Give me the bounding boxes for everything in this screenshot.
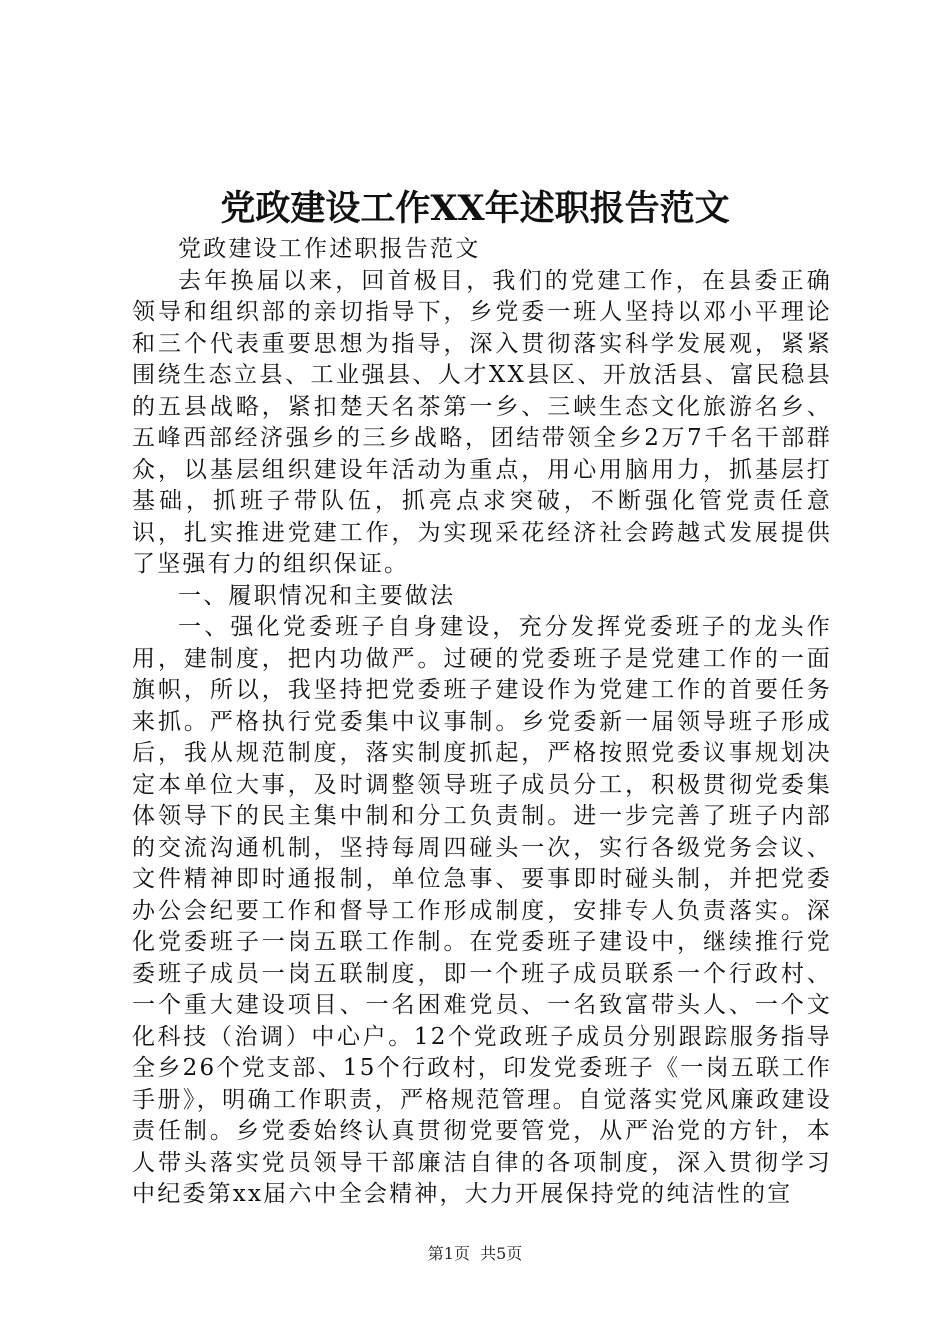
section-heading: 一、履职情况和主要做法 — [178, 582, 456, 609]
section-paragraph: 一、强化党委班子自身建设，充分发挥党委班子的龙头作用，建制度，把内功做严。过硬的党委班子是党建工作的一面旗帜，所以，我坚持把党委班子建设作为党建工作的首要任务来抓。严格执行党委集中议事制。乡党委新一届领导班子形成后，我从规范制度，落实制度抓起，严格按照党委议事规划决定本单位大事，及时调整领导班子成员分工，积极贯彻党委集体领导下的民主集中制和分工负责制。进一步完善了班子内部的交流沟通机制，坚持每周四碰头一次，实行各级党务会议、文件精神即时通报制，单位急事、要事即时碰头制，并把党委办公会纪要工作和督导工作形成制度，安排专人负责落实。深化党委班子一岗五联工作制。在党委班子建设中，继续推行党委班子成员一岗五联制度，即一个班子成员联系一个行政村、一个重大建设项目、一名困难党员、一名致富带头人、一个文化科技（治调）中心户。12个党政班子成员分别跟踪服务指导全乡26个党支部、15个行政村，印发党委班子《一岗五联工作手册》，明确工作职责，严格规范管理。自觉落实党风廉政建设责任制。乡党委始终认真贯彻党要管党，从严治党的方针，本人带头落实党员领导干部廉洁自律的各项制度，深入贯彻学习中纪委第xx届六中全会精神，大力开展保持党的纯洁性的宣 — [132, 614, 832, 1207]
document-title: 党政建设工作XX年述职报告范文 — [220, 188, 730, 229]
document-subtitle: 党政建设工作述职报告范文 — [178, 236, 481, 262]
intro-paragraph: 去年换届以来，回首极目，我们的党建工作，在县委正确领导和组织部的亲切指导下，乡党委一班人坚持以邓小平理论和三个代表重要思想为指导，深入贯彻落实科学发展观，紧紧围绕生态立县、工业强县、人才XX县区、开放活县、富民稳县的五县战略，紧扣楚天名茶第一乡、三峡生态文化旅游名乡、五峰西部经济强乡的三乡战略，团结带领全乡2万7千名干部群众，以基层组织建设年活动为重点，用心用脑用力，抓基层打基础，抓班子带队伍，抓亮点求突破，不断强化管党责任意识，扎实推进党建工作，为实现采花经济社会跨越式发展提供了坚强有力的组织保证。 — [132, 267, 832, 577]
document-body — [132, 234, 832, 1211]
page-number: 第1页 共5页 — [427, 1244, 523, 1263]
